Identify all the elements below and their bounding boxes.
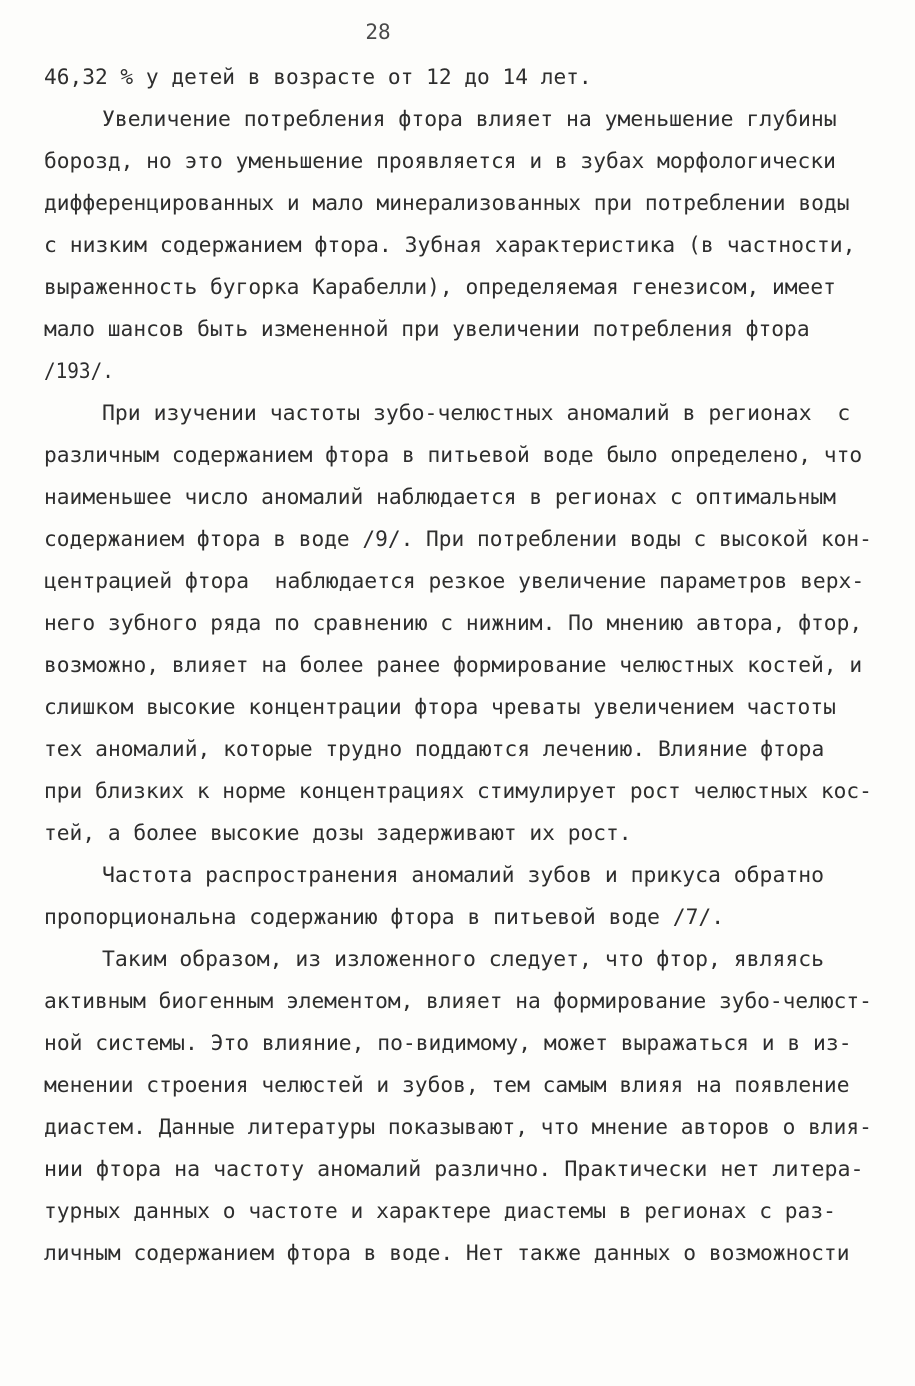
text-line: При изучении частоты зубо-челюстных аномалий в регионах с <box>102 401 851 425</box>
text-line: него зубного ряда по сравнению с нижним. По мнению автора, фтор, <box>44 611 863 635</box>
text-line: ной системы. Это влияние, по-видимому, может выражаться и в из- <box>44 1031 852 1055</box>
text-line: возможно, влияет на более ранее формирование челюстных костей, и <box>44 653 863 677</box>
text-line: борозд, но это уменьшение проявляется и в зубах морфологически <box>44 149 836 173</box>
text-line: тей, а более высокие дозы задерживают их рост. <box>44 821 632 845</box>
text-line: диастем. Данные литературы показывают, что мнение авторов о влия- <box>44 1115 872 1139</box>
page-number: 28 <box>365 20 391 44</box>
text-line: турных данных о частоте и характере диастемы в регионах с раз- <box>44 1199 836 1223</box>
text-line: мало шансов быть измененной при увеличении потребления фтора <box>44 317 810 341</box>
text-line: центрацией фтора наблюдается резкое увеличение параметров верх- <box>44 569 865 593</box>
text-line: менении строения челюстей и зубов, тем самым влияя на появление <box>44 1073 850 1097</box>
text-line: /193/. <box>44 359 114 383</box>
text-line: нии фтора на частоту аномалий различно. Практически нет литера- <box>44 1157 864 1181</box>
text-line: различным содержанием фтора в питьевой воде было определено, что <box>44 443 863 467</box>
text-line: Таким образом, из изложенного следует, что фтор, являясь <box>102 947 825 971</box>
text-line: слишком высокие концентрации фтора чреваты увеличением частоты <box>44 695 836 719</box>
text-line: с низким содержанием фтора. Зубная характеристика (в частности, <box>44 233 856 257</box>
text-line: личным содержанием фтора в воде. Нет также данных о возможности <box>44 1241 850 1265</box>
text-line: при близких к норме концентрациях стимулирует рост челюстных кос- <box>44 779 872 803</box>
text-line: пропорциональна содержанию фтора в питьевой воде /7/. <box>44 905 725 929</box>
text-line: тех аномалий, которые трудно поддаются лечению. Влияние фтора <box>44 737 825 761</box>
text-line: дифференцированных и мало минерализованных при потреблении воды <box>44 191 850 215</box>
text-line: выраженность бугорка Карабелли), определяемая генезисом, имеет <box>44 275 836 299</box>
text-line: активным биогенным элементом, влияет на формирование зубо-челюст- <box>44 989 872 1013</box>
text-line: наименьшее число аномалий наблюдается в регионах с оптимальным <box>44 485 836 509</box>
text-line: Частота распространения аномалий зубов и прикуса обратно <box>102 863 825 887</box>
text-line: Увеличение потребления фтора влияет на уменьшение глубины <box>102 107 837 131</box>
text-line: содержанием фтора в воде /9/. При потреблении воды с высокой кон- <box>44 527 872 551</box>
text-line: 46,32 % у детей в возрасте от 12 до 14 лет. <box>44 65 592 89</box>
